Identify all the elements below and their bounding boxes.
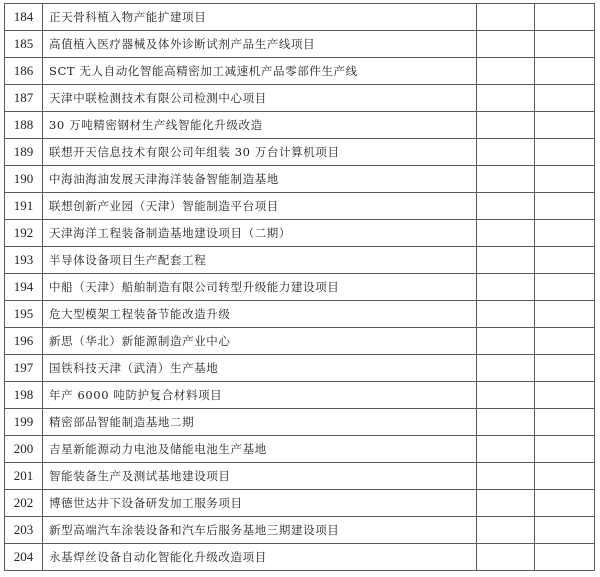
table-row <box>5 301 595 328</box>
empty-cell <box>477 58 535 85</box>
empty-cell <box>535 85 595 112</box>
empty-cell <box>477 328 535 355</box>
empty-cell <box>477 490 535 517</box>
project-name: 天津中联检测技术有限公司检测中心项目 <box>43 85 477 112</box>
project-name: 吉星新能源动力电池及储能电池生产基地 <box>43 436 477 463</box>
empty-cell <box>477 85 535 112</box>
empty-cell <box>477 463 535 490</box>
empty-cell <box>535 220 595 247</box>
project-name: 联想创新产业园（天津）智能制造平台项目 <box>43 193 477 220</box>
empty-cell <box>477 166 535 193</box>
table-row <box>5 355 595 382</box>
empty-cell <box>535 463 595 490</box>
empty-cell <box>477 4 535 31</box>
table-row <box>5 220 595 247</box>
row-number: 203 <box>5 517 43 544</box>
row-number: 188 <box>5 112 43 139</box>
empty-cell <box>535 517 595 544</box>
row-number: 201 <box>5 463 43 490</box>
empty-cell <box>477 193 535 220</box>
table-row <box>5 4 595 31</box>
row-number: 187 <box>5 85 43 112</box>
project-name: 博德世达井下设备研发加工服务项目 <box>43 490 477 517</box>
row-number: 204 <box>5 544 43 571</box>
project-list-table <box>4 3 595 571</box>
empty-cell <box>535 139 595 166</box>
project-name: 30 万吨精密钢材生产线智能化升级改造 <box>43 112 477 139</box>
project-name: 智能装备生产及测试基地建设项目 <box>43 463 477 490</box>
empty-cell <box>477 355 535 382</box>
table-row <box>5 31 595 58</box>
project-name: 天津海洋工程装备制造基地建设项目（二期） <box>43 220 477 247</box>
table-row <box>5 193 595 220</box>
empty-cell <box>535 382 595 409</box>
project-name: 新型高端汽车涂装设备和汽车后服务基地三期建设项目 <box>43 517 477 544</box>
row-number: 186 <box>5 58 43 85</box>
table-row <box>5 139 595 166</box>
empty-cell <box>535 193 595 220</box>
empty-cell <box>535 274 595 301</box>
empty-cell <box>535 247 595 274</box>
project-list-body <box>5 4 595 571</box>
project-name: 国铁科技天津（武清）生产基地 <box>43 355 477 382</box>
project-name: 中海油海油发展天津海洋装备智能制造基地 <box>43 166 477 193</box>
row-number: 191 <box>5 193 43 220</box>
table-row <box>5 382 595 409</box>
row-number: 197 <box>5 355 43 382</box>
empty-cell <box>477 517 535 544</box>
empty-cell <box>535 31 595 58</box>
project-name: 中船（天津）船舶制造有限公司转型升级能力建设项目 <box>43 274 477 301</box>
empty-cell <box>477 436 535 463</box>
empty-cell <box>535 544 595 571</box>
empty-cell <box>477 301 535 328</box>
table-row <box>5 463 595 490</box>
table-row <box>5 328 595 355</box>
project-name: 半导体设备项目生产配套工程 <box>43 247 477 274</box>
row-number: 190 <box>5 166 43 193</box>
empty-cell <box>477 247 535 274</box>
project-name: SCT 无人自动化智能高精密加工减速机产品零部件生产线 <box>43 58 477 85</box>
project-name: 永基焊丝设备自动化智能化升级改造项目 <box>43 544 477 571</box>
row-number: 193 <box>5 247 43 274</box>
table-row <box>5 517 595 544</box>
project-name: 正天骨科植入物产能扩建项目 <box>43 4 477 31</box>
empty-cell <box>535 112 595 139</box>
empty-cell <box>477 139 535 166</box>
table-row <box>5 85 595 112</box>
empty-cell <box>477 220 535 247</box>
row-number: 195 <box>5 301 43 328</box>
empty-cell <box>535 58 595 85</box>
empty-cell <box>535 490 595 517</box>
empty-cell <box>535 328 595 355</box>
project-name: 危大型模架工程装备节能改造升级 <box>43 301 477 328</box>
empty-cell <box>535 166 595 193</box>
table-row <box>5 274 595 301</box>
project-name: 精密部品智能制造基地二期 <box>43 409 477 436</box>
table-row <box>5 166 595 193</box>
table-row <box>5 544 595 571</box>
project-name: 联想开天信息技术有限公司年组装 30 万台计算机项目 <box>43 139 477 166</box>
empty-cell <box>535 301 595 328</box>
project-name: 新思（华北）新能源制造产业中心 <box>43 328 477 355</box>
table-row <box>5 409 595 436</box>
row-number: 189 <box>5 139 43 166</box>
empty-cell <box>477 112 535 139</box>
row-number: 194 <box>5 274 43 301</box>
row-number: 192 <box>5 220 43 247</box>
empty-cell <box>477 409 535 436</box>
empty-cell <box>477 274 535 301</box>
empty-cell <box>535 355 595 382</box>
empty-cell <box>535 436 595 463</box>
row-number: 198 <box>5 382 43 409</box>
row-number: 202 <box>5 490 43 517</box>
empty-cell <box>477 31 535 58</box>
row-number: 185 <box>5 31 43 58</box>
row-number: 200 <box>5 436 43 463</box>
row-number: 199 <box>5 409 43 436</box>
row-number: 184 <box>5 4 43 31</box>
table-row <box>5 112 595 139</box>
table-row <box>5 58 595 85</box>
row-number: 196 <box>5 328 43 355</box>
table-row <box>5 436 595 463</box>
project-name: 高值植入医疗器械及体外诊断试剂产品生产线项目 <box>43 31 477 58</box>
empty-cell <box>477 382 535 409</box>
empty-cell <box>535 409 595 436</box>
empty-cell <box>535 4 595 31</box>
table-row <box>5 247 595 274</box>
table-row <box>5 490 595 517</box>
project-name: 年产 6000 吨防护复合材料项目 <box>43 382 477 409</box>
empty-cell <box>477 544 535 571</box>
